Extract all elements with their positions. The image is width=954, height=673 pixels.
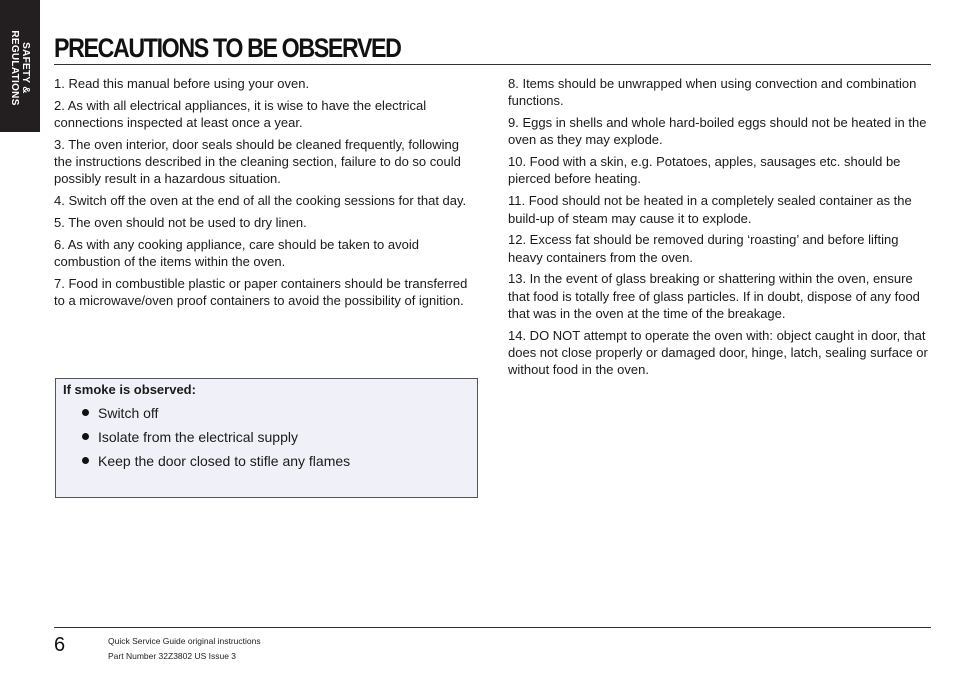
precaution-item: 5. The oven should not be used to dry linen. xyxy=(54,215,307,231)
bullet-icon xyxy=(82,433,89,440)
precaution-item: 13. In the event of glass breaking or shattering within the oven, ensure that food is totally free of glass particles. If in doubt, dispose of any food that was in the oven at the time of the breakage. xyxy=(508,271,920,322)
smoke-action-item xyxy=(82,451,350,475)
bullet-icon xyxy=(82,409,89,416)
smoke-action-item xyxy=(82,403,350,427)
precaution-item: 8. Items should be unwrapped when using convection and combination functions. xyxy=(508,76,917,109)
precaution-item: 9. Eggs in shells and whole hard-boiled eggs should not be heated in the oven as they may explode. xyxy=(508,115,927,148)
page-number: 6 xyxy=(54,634,66,656)
precaution-item: 10. Food with a skin, e.g. Potatoes, apples, sausages etc. should be pierced before heating. xyxy=(508,154,901,187)
footer-guide-title: Quick Service Guide original instructions xyxy=(108,636,261,646)
smoke-warning-title: If smoke is observed: xyxy=(63,382,196,397)
precaution-item: 14. DO NOT attempt to operate the oven with: object caught in door, that does not close properly or damaged door, hinge, latch, sealing surface or without food in the oven. xyxy=(508,327,928,378)
smoke-action-text: Isolate from the electrical supply xyxy=(98,429,298,445)
footer-divider xyxy=(54,627,931,628)
section-tab xyxy=(0,0,40,132)
page-title: PRECAUTIONS TO BE OBSERVED xyxy=(54,33,401,63)
left-column xyxy=(54,75,480,314)
precaution-item: 4. Switch off the oven at the end of all the cooking sessions for that day. xyxy=(54,193,467,209)
section-tab-label xyxy=(9,30,31,105)
precaution-item: 1. Read this manual before using your oven. xyxy=(54,76,310,91)
precaution-item: 6. As with any cooking appliance, care should be taken to avoid combustion of the items within the oven. xyxy=(54,236,419,270)
right-column xyxy=(508,75,934,383)
smoke-warning-box xyxy=(55,378,478,498)
smoke-action-item xyxy=(82,427,350,451)
bullet-icon xyxy=(82,457,89,464)
precaution-item: 12. Excess fat should be removed during ‘roasting’ and before lifting heavy containers from the oven. xyxy=(508,232,899,265)
section-tab-line-2: REGULATIONS xyxy=(9,30,20,106)
smoke-action-list xyxy=(82,403,350,475)
title-divider xyxy=(54,64,931,65)
smoke-action-text: Switch off xyxy=(98,405,159,421)
precaution-item: 7. Food in combustible plastic or paper containers should be transferred to a microwave/oven proof containers to avoid the possibility of ignition. xyxy=(54,275,468,309)
precaution-item: 3. The oven interior, door seals should be cleaned frequently, following the instructions described in the cleaning section, failure to do so could possibly result in a hazardous situation. xyxy=(54,136,461,187)
precaution-item: 11. Food should not be heated in a completely sealed container as the build-up of steam may cause it to explode. xyxy=(508,193,912,226)
precaution-item: 2. As with all electrical appliances, it is wise to have the electrical connections inspected at least once a year. xyxy=(54,97,427,131)
footer-part-number: Part Number 32Z3802 US Issue 3 xyxy=(108,651,237,661)
smoke-action-text: Keep the door closed to stifle any flames xyxy=(98,453,351,469)
section-tab-line-1: SAFETY & xyxy=(20,42,31,94)
